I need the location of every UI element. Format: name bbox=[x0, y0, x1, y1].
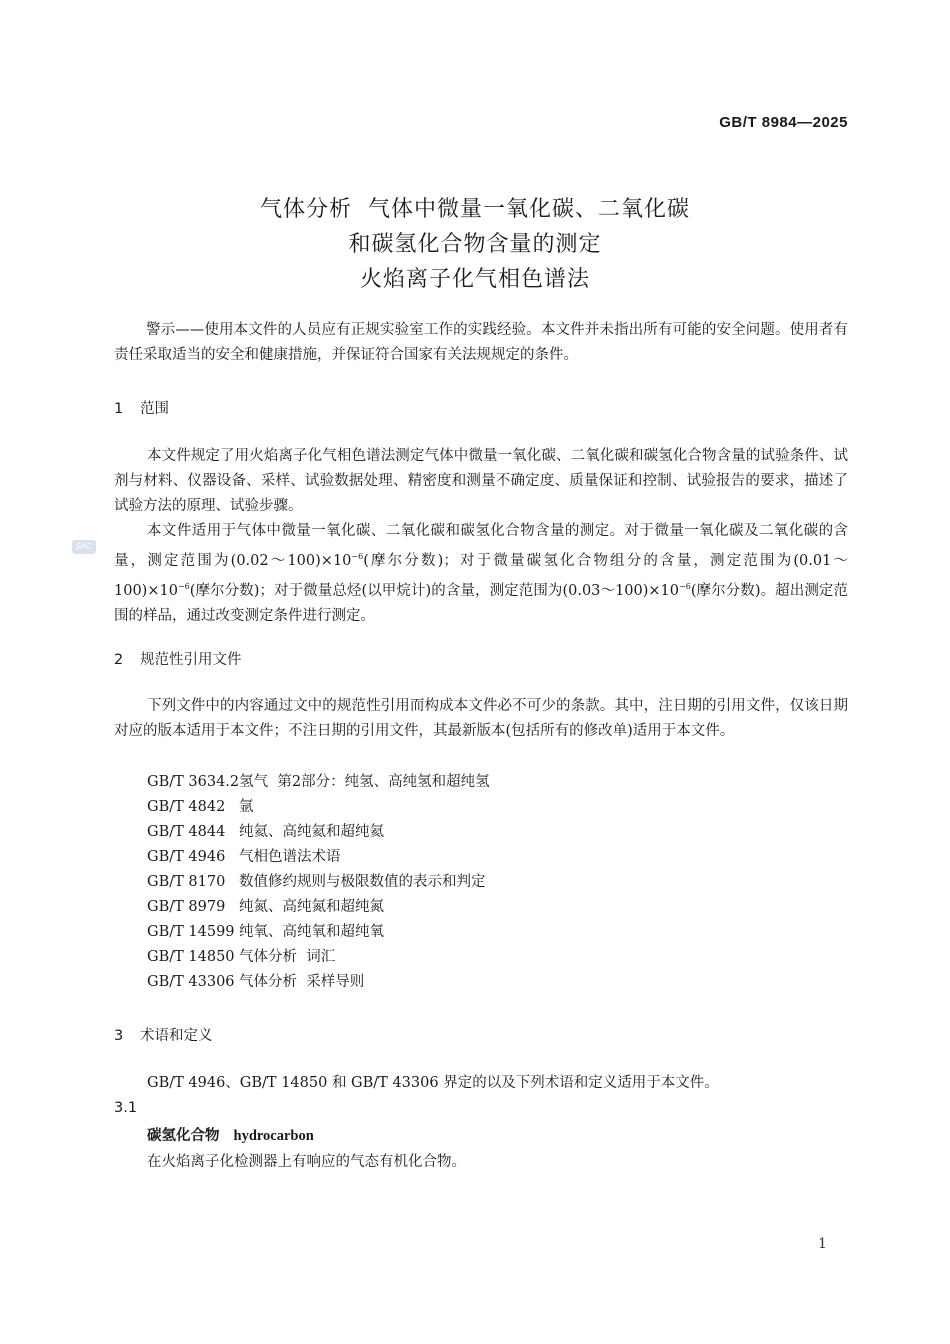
scope-text-d: (摩尔分数)。超出测定范围的样品，通过改变测定条件进行测定。 bbox=[114, 583, 848, 624]
reference-code: GB/T 4842 bbox=[147, 799, 226, 815]
reference-code: GB/T 14599 bbox=[147, 924, 235, 940]
reference-code: GB/T 3634.2 bbox=[147, 774, 240, 790]
section-number: 3 bbox=[114, 1028, 124, 1044]
reference-code: GB/T 14850 bbox=[147, 949, 235, 965]
warning-paragraph: 警示——使用本文件的人员应有正规实验室工作的实践经验。本文件并未指出所有可能的安全问题。使用者有责任采取适当的安全和健康措施，并保证符合国家有关法规规定的条件。 bbox=[114, 322, 848, 363]
reference-title: 纯氮、高纯氮和超纯氮 bbox=[239, 899, 384, 915]
reference-code: GB/T 8170 bbox=[147, 874, 226, 890]
reference-title: 氢气 第2部分：纯氢、高纯氢和超纯氢 bbox=[239, 774, 490, 790]
section-title: 术语和定义 bbox=[140, 1028, 213, 1044]
section-number: 2 bbox=[114, 652, 124, 668]
reference-code: GB/T 8979 bbox=[147, 899, 226, 915]
scope-text-c: (摩尔分数)；对于微量总烃(以甲烷计)的含量，测定范围为(0.03～100)×10 bbox=[189, 583, 680, 599]
reference-title: 气体分析 采样导则 bbox=[239, 974, 365, 990]
section-1-heading bbox=[114, 397, 169, 418]
reference-item bbox=[147, 770, 490, 795]
sac-watermark-logo: SAC bbox=[72, 540, 96, 554]
exponent: −6 bbox=[351, 552, 364, 561]
section-number: 1 bbox=[114, 401, 124, 417]
exponent: −6 bbox=[679, 582, 691, 591]
reference-item bbox=[147, 870, 490, 895]
reference-item bbox=[147, 920, 490, 945]
reference-title: 气体分析 词汇 bbox=[239, 949, 336, 965]
reference-code: GB/T 4844 bbox=[147, 824, 226, 840]
reference-item bbox=[147, 895, 490, 920]
reference-list bbox=[147, 770, 490, 995]
scope-text-a: 本文件适用于气体中微量一氧化碳、二氧化碳和碳氢化合物含量的测定。对于微量一氧化碳及二氧化碳的含量，测定范围为(0.02～100)×10 bbox=[114, 523, 848, 569]
scope-paragraph-2 bbox=[114, 519, 848, 629]
reference-title: 纯氧、高纯氧和超纯氧 bbox=[239, 924, 384, 940]
term-chinese: 碳氢化合物 bbox=[147, 1128, 220, 1144]
term-english: hydrocarbon bbox=[233, 1128, 314, 1144]
section-title: 范围 bbox=[140, 401, 169, 417]
scope-paragraph-1: 本文件规定了用火焰离子化气相色谱法测定气体中微量一氧化碳、二氧化碳和碳氢化合物含量的试验条件、试剂与材料、仪器设备、采样、试验数据处理、精密度和测量不确定度、质量保证和控制、试验报告的要求，描述了试验方法的原理、试验步骤。 bbox=[114, 448, 848, 514]
document-title bbox=[0, 192, 950, 297]
reference-code: GB/T 4946 bbox=[147, 849, 226, 865]
exponent: −6 bbox=[177, 582, 190, 591]
reference-title: 数值修约规则与极限数值的表示和判定 bbox=[239, 874, 486, 890]
reference-item bbox=[147, 970, 490, 995]
reference-title: 纯氦、高纯氦和超纯氦 bbox=[239, 824, 384, 840]
title-line-3: 火焰离子化气相色谱法 bbox=[359, 267, 590, 292]
section-2-heading bbox=[114, 648, 242, 669]
reference-item bbox=[147, 945, 490, 970]
scope-text-b: (摩尔分数)；对于微量碳氢化合物组分的含量，测定范围为(0.01～100)×10 bbox=[114, 553, 848, 599]
term-definition: 在火焰离子化检测器上有响应的气态有机化合物。 bbox=[147, 1154, 466, 1170]
section-3-heading bbox=[114, 1024, 213, 1045]
title-line-2: 和碳氢化合物含量的测定 bbox=[348, 232, 602, 257]
term-number: 3.1 bbox=[114, 1100, 138, 1116]
reference-title: 气相色谱法术语 bbox=[239, 849, 341, 865]
references-intro: 下列文件中的内容通过文中的规范性引用而构成本文件必不可少的条款。其中，注日期的引用文件，仅该日期对应的版本适用于本文件；不注日期的引用文件，其最新版本(包括所有的修改单)适用于本文件。 bbox=[114, 698, 848, 739]
reference-code: GB/T 43306 bbox=[147, 974, 235, 990]
section-title: 规范性引用文件 bbox=[140, 652, 242, 668]
reference-item bbox=[147, 845, 490, 870]
reference-title: 氩 bbox=[239, 799, 254, 815]
reference-item bbox=[147, 820, 490, 845]
reference-item bbox=[147, 795, 490, 820]
terms-intro: GB/T 4946、GB/T 14850 和 GB/T 43306 界定的以及下列术语和定义适用于本文件。 bbox=[147, 1075, 719, 1091]
page-number: 1 bbox=[818, 1236, 827, 1252]
standard-code: GB/T 8984—2025 bbox=[719, 114, 848, 131]
title-line-1: 气体分析 气体中微量一氧化碳、二氧化碳 bbox=[260, 197, 690, 222]
term-entry bbox=[147, 1124, 314, 1145]
